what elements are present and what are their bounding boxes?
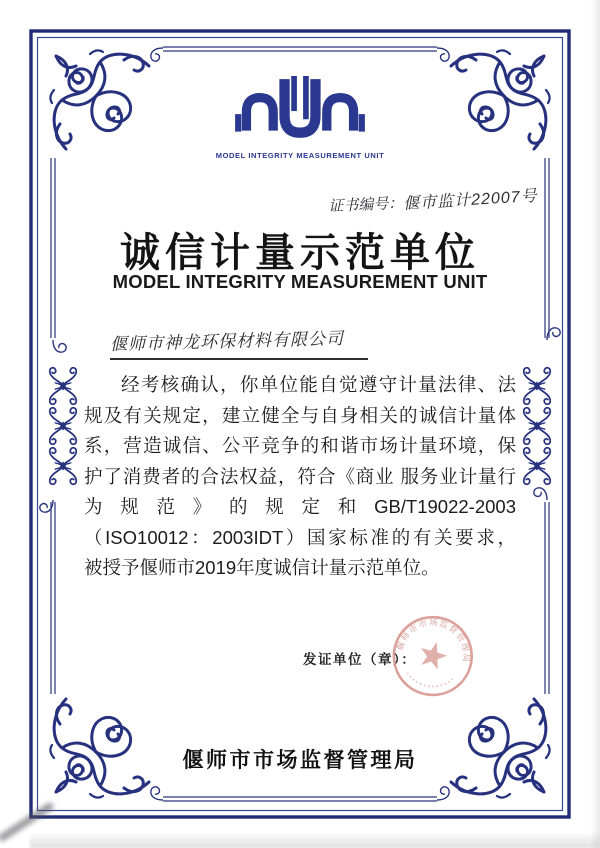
seal-arc-text: 偃师市市场监督管理局	[394, 617, 472, 664]
mim-logo-icon	[232, 70, 368, 150]
scan-shadow-bottom	[30, 832, 600, 848]
body-line: 系，营造诚信、公平竞争的和谐市场计量环境，保	[84, 435, 516, 456]
certificate-number-value: 偃市监计22007号	[403, 187, 539, 214]
issuer-name: 偃师市市场监督管理局	[182, 749, 418, 772]
scan-shadow-right	[590, 0, 600, 848]
body-line: 护了消费者的合法权益，符合《商业 服务业计量行	[84, 465, 516, 487]
body-line: （ISO10012：2003IDT）国家标准的有关要求，	[84, 526, 516, 548]
certificate-subtitle-en: MODEL INTEGRITY MEASUREMENT UNIT	[112, 271, 488, 292]
corner-flourish-top-left	[50, 50, 149, 149]
butterfly-motif	[524, 368, 551, 404]
company-name-line	[110, 327, 368, 360]
butterfly-motif	[524, 408, 551, 444]
body-paragraph	[84, 370, 516, 584]
butterfly-motif	[50, 368, 77, 404]
body-line: 经考核确认，你单位能自觉遵守计量法律、法	[121, 374, 516, 395]
butterfly-motif	[50, 448, 77, 484]
company-name: 偃师市神龙环保材料有限公司	[109, 328, 345, 355]
butterfly-motif	[524, 448, 551, 484]
official-seal	[385, 606, 482, 703]
certificate-number-label: 证书编号：	[328, 194, 405, 216]
body-line: 规及有关规定，建立健全与自身相关的诚信计量体	[84, 404, 516, 426]
logo-caption: MODEL INTEGRITY MEASUREMENT UNIT	[215, 151, 385, 160]
corner-flourish-top-right	[451, 50, 550, 149]
body-line: 被授予偃师市2019年度诚信计量示范单位。	[84, 557, 440, 578]
issue-unit-label: 发证单位（章）：	[303, 652, 417, 667]
seal-star-icon	[419, 641, 449, 671]
body-line: 为规范》的规定和GB/T19022-2003	[84, 496, 516, 517]
butterfly-motif	[50, 408, 77, 444]
certificate-title: 诚信计量示范单位	[120, 229, 480, 276]
